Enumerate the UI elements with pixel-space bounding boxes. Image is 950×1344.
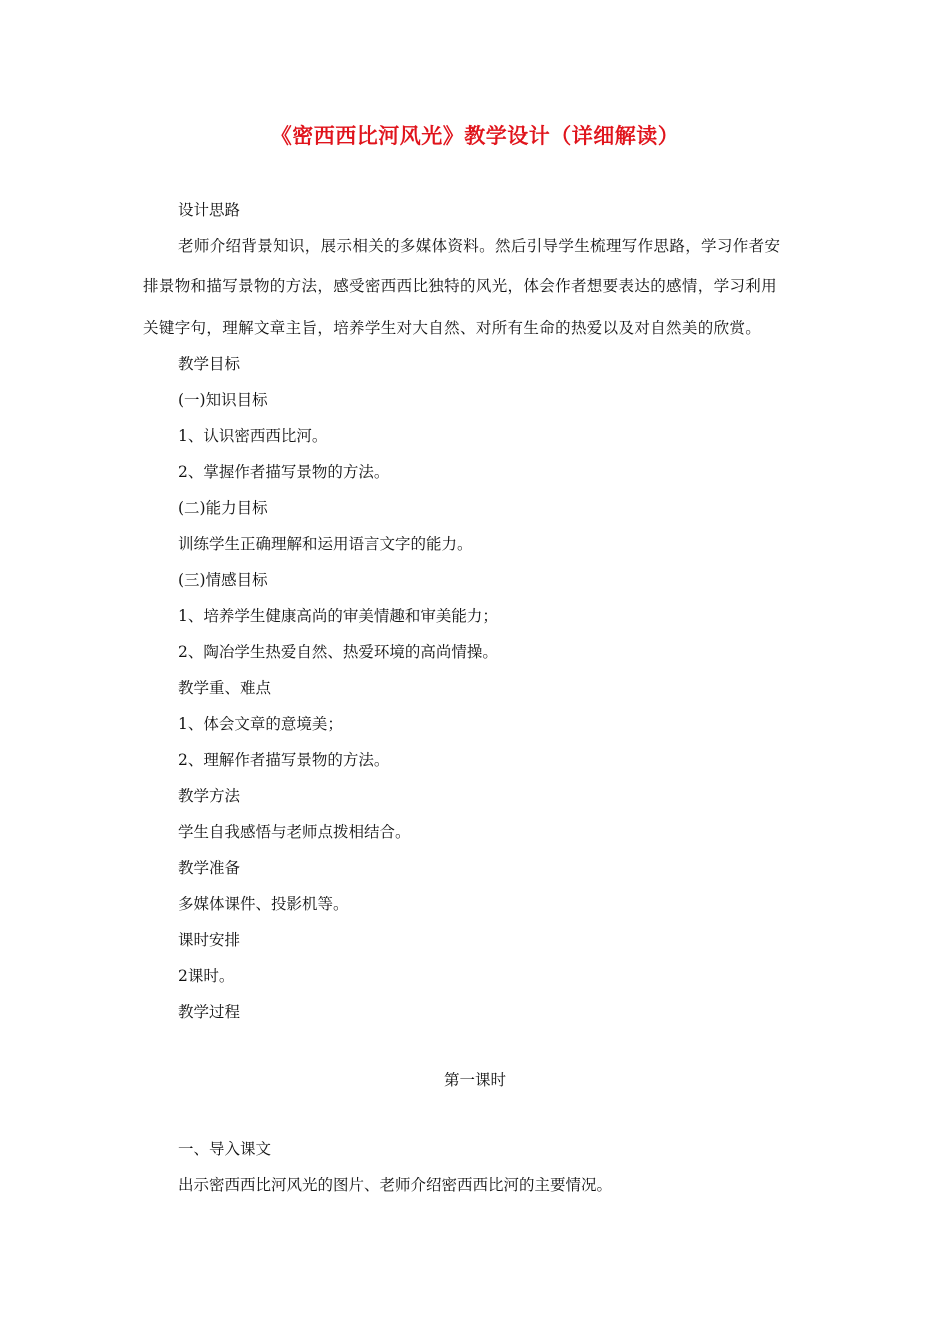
design-paragraph-line-3: 关键字句，理解文章主旨，培养学生对大自然、对所有生命的热爱以及对自然美的欣赏。 [143,319,762,337]
keypoints-item-1: 1、体会文章的意境美； [178,715,343,733]
schedule-text: 2课时。 [178,967,235,985]
goals-heading: 教学目标 [178,355,241,373]
lesson1-heading: 第一课时 [443,1071,506,1089]
knowledge-heading: (一)知识目标 [178,391,268,409]
step1-text: 出示密西西比河风光的图片、老师介绍密西西比河的主要情况。 [178,1176,613,1194]
emotion-item-2: 2、陶冶学生热爱自然、热爱环境的高尚情操。 [178,643,498,661]
ability-text: 训练学生正确理解和运用语言文字的能力。 [178,535,473,553]
ability-heading: (二)能力目标 [178,499,268,517]
design-paragraph-line-2: 排景物和描写景物的方法，感受密西西比独特的风光，体会作者想要表达的感情，学习利用 [143,277,778,295]
prep-heading: 教学准备 [178,859,241,877]
document-title: 《密西西比河风光》教学设计（详细解读） [270,123,680,148]
keypoints-item-2: 2、理解作者描写景物的方法。 [178,751,390,769]
process-heading: 教学过程 [178,1003,241,1021]
knowledge-item-2: 2、掌握作者描写景物的方法。 [178,463,390,481]
step1-heading: 一、导入课文 [178,1140,272,1158]
prep-text: 多媒体课件、投影机等。 [178,895,349,913]
knowledge-item-1: 1、认识密西西比河。 [178,427,328,445]
keypoints-heading: 教学重、难点 [178,679,272,697]
emotion-heading: (三)情感目标 [178,571,268,589]
method-heading: 教学方法 [178,787,241,805]
design-paragraph-line-1: 老师介绍背景知识，展示相关的多媒体资料。然后引导学生梳理写作思路，学习作者安 [178,237,781,255]
emotion-item-1: 1、培养学生健康高尚的审美情趣和审美能力； [178,607,498,625]
schedule-heading: 课时安排 [178,931,241,949]
method-text: 学生自我感悟与老师点拨相结合。 [178,823,411,841]
design-heading: 设计思路 [178,201,241,219]
